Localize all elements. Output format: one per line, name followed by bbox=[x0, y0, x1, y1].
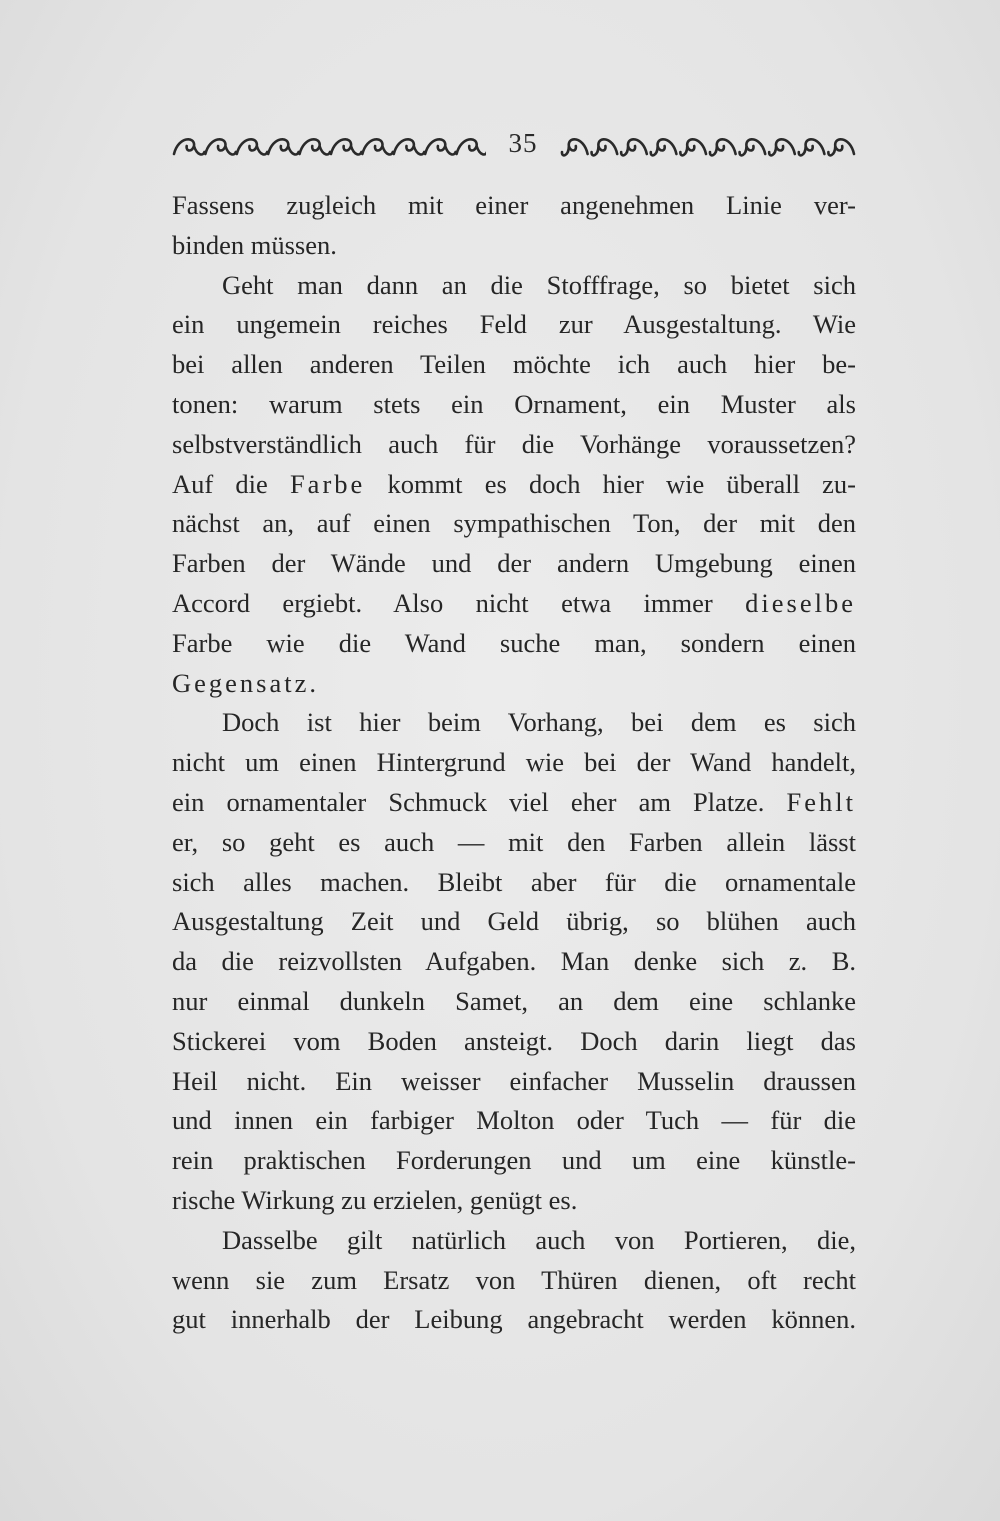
text-line: nicht um einen Hintergrund wie bei der Wand handelt, bbox=[172, 747, 856, 778]
text-line bbox=[172, 783, 856, 823]
text-run: ein ornamentaler Schmuck viel eher am Platze. bbox=[172, 786, 787, 817]
text-line: ein ungemein reiches Feld zur Ausgestaltung. Wie bbox=[172, 309, 856, 340]
text-line: nur einmal dunkeln Samet, an dem eine schlanke bbox=[172, 985, 856, 1016]
text-line: rein praktischen Forderungen und um eine künstle- bbox=[172, 1145, 856, 1176]
emphasis-spaced: Farbe bbox=[289, 468, 366, 499]
emphasis-spaced: dieselbe bbox=[745, 587, 856, 618]
emphasis-spaced: Fehlt bbox=[786, 786, 856, 817]
text-run: . bbox=[309, 667, 316, 698]
text-line: Farben der Wände und der andern Umgebung einen bbox=[172, 548, 856, 579]
page-header bbox=[172, 126, 856, 166]
text-line: wenn sie zum Ersatz von Thüren dienen, oft recht bbox=[172, 1264, 856, 1295]
text-line: da die reizvollsten Aufgaben. Man denke sich z. B. bbox=[172, 946, 856, 977]
text-line: gut innerhalb der Leibung angebracht werden können. bbox=[172, 1304, 856, 1335]
emphasis-spaced: Gegensatz bbox=[172, 667, 310, 698]
page-number: 35 bbox=[508, 128, 538, 158]
text-line: Dasselbe gilt natürlich auch von Portieren, die, bbox=[222, 1224, 856, 1255]
text-line: Ausgestaltung Zeit und Geld übrig, so blühen auch bbox=[172, 906, 856, 937]
text-line: selbstverständlich auch für die Vorhänge voraussetzen? bbox=[172, 428, 856, 459]
text-run: Accord ergiebt. Also nicht etwa immer bbox=[172, 587, 746, 618]
text-line: Stickerei vom Boden ansteigt. Doch darin liegt das bbox=[172, 1025, 856, 1056]
text-line: bei allen anderen Teilen möchte ich auch hier be- bbox=[172, 349, 856, 380]
text-line: sich alles machen. Bleibt aber für die ornamentale bbox=[172, 866, 856, 897]
text-line: rische Wirkung zu erzielen, genügt es. bbox=[172, 1184, 578, 1215]
text-line: Heil nicht. Ein weisser einfacher Musselin draussen bbox=[172, 1065, 856, 1096]
text-line: er, so geht es auch — mit den Farben allein lässt bbox=[172, 826, 856, 857]
text-run: kommt es doch hier wie überall zu- bbox=[365, 468, 857, 499]
text-line bbox=[172, 465, 856, 505]
text-run: Auf die bbox=[172, 468, 290, 499]
text-line: binden müssen. bbox=[172, 229, 337, 260]
text-line: nächst an, auf einen sympathischen Ton, der mit den bbox=[172, 508, 856, 539]
text-line: tonen: warum stets ein Ornament, ein Muster als bbox=[172, 388, 856, 419]
ornament-right-icon bbox=[560, 132, 856, 160]
text-line: Farbe wie die Wand suche man, sondern einen bbox=[172, 627, 856, 658]
text-line: Geht man dann an die Stofffrage, so bietet sich bbox=[222, 269, 856, 300]
ornament-left-icon bbox=[172, 132, 486, 160]
body-text bbox=[172, 186, 856, 1340]
text-line: Fassens zugleich mit einer angenehmen Linie ver- bbox=[172, 190, 856, 220]
text-line: Doch ist hier beim Vorhang, bei dem es sich bbox=[222, 707, 856, 738]
text-line: und innen ein farbiger Molton oder Tuch — für die bbox=[172, 1105, 856, 1136]
text-line bbox=[172, 584, 856, 624]
text-line bbox=[172, 664, 856, 704]
